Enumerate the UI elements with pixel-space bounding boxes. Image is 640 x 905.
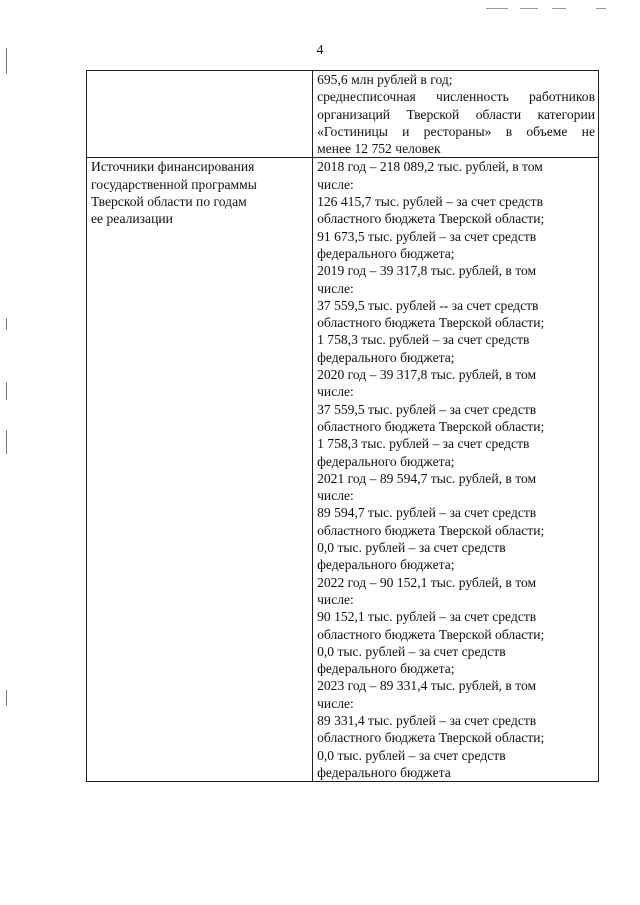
text-line: «Гостиницы и рестораны» в объеме не (317, 123, 595, 139)
financing-line: 0,0 тыс. рублей – за счет средств (317, 643, 506, 659)
scan-artifact-margin (6, 382, 7, 400)
financing-line: 126 415,7 тыс. рублей – за счет средств (317, 194, 544, 210)
text-line: среднесписочная численность работников (317, 89, 595, 105)
row1-label-cell (87, 71, 313, 158)
financing-line: областного бюджета Тверской области; (317, 730, 545, 746)
financing-line: числе: (317, 176, 354, 192)
scan-artifact-margin (6, 430, 7, 454)
financing-line: областного бюджета Тверской области; (317, 626, 545, 642)
financing-value-cell (313, 158, 599, 782)
financing-line: 37 559,5 тыс. рублей – за счет средств (317, 401, 537, 417)
text-line: 695,6 млн рублей в год; (317, 72, 453, 87)
financing-line: 2020 год – 39 317,8 тыс. рублей, в том (317, 367, 537, 383)
financing-line: 37 559,5 тыс. рублей -- за счет средств (317, 297, 539, 313)
label-line: ее реализации (91, 211, 173, 227)
scan-artifact-top (552, 8, 566, 9)
financing-line: 0,0 тыс. рублей – за счет средств (317, 747, 506, 763)
financing-line: 2021 год – 89 594,7 тыс. рублей, в том (317, 470, 537, 486)
financing-line: областного бюджета Тверской области; (317, 315, 545, 331)
financing-line: числе: (317, 280, 354, 296)
text-line: менее 12 752 человек (317, 141, 441, 157)
scan-artifact-top (596, 8, 606, 9)
financing-line: федерального бюджета; (317, 349, 455, 365)
financing-line: 90 152,1 тыс. рублей – за счет средств (317, 609, 537, 625)
financing-line: числе: (317, 384, 354, 400)
financing-line: областного бюджета Тверской области; (317, 522, 545, 538)
row1-value-cell (313, 71, 599, 158)
financing-line: числе: (317, 488, 354, 504)
financing-line: 2022 год – 90 152,1 тыс. рублей, в том (317, 574, 537, 590)
page-number: 4 (316, 43, 324, 58)
scan-artifact-top (520, 8, 538, 9)
financing-line: 1 758,3 тыс. рублей – за счет средств (317, 332, 530, 348)
table-row (87, 158, 599, 782)
financing-line: 1 758,3 тыс. рублей – за счет средств (317, 436, 530, 452)
financing-line: областного бюджета Тверской области; (317, 211, 545, 227)
text-line: организаций Тверской области категории (317, 106, 595, 122)
financing-line: 89 331,4 тыс. рублей – за счет средств (317, 712, 537, 728)
financing-line: числе: (317, 591, 354, 607)
scan-artifact-margin (6, 690, 7, 706)
financing-line: федерального бюджета; (317, 453, 455, 469)
scan-artifact-top (486, 8, 508, 9)
financing-line: областного бюджета Тверской области; (317, 418, 545, 434)
label-line: Источники финансирования (91, 159, 255, 175)
financing-label-cell (87, 158, 313, 782)
financing-line: числе: (317, 695, 354, 711)
financing-line: федерального бюджета; (317, 661, 455, 677)
program-passport-table (86, 70, 599, 782)
financing-line: 91 673,5 тыс. рублей – за счет средств (317, 228, 537, 244)
label-line: государственной программы (91, 176, 257, 192)
financing-line: 2018 год – 218 089,2 тыс. рублей, в том (317, 159, 543, 175)
financing-line: федерального бюджета; (317, 557, 455, 573)
scan-artifact-margin (6, 318, 7, 330)
financing-line: 2019 год – 39 317,8 тыс. рублей, в том (317, 263, 537, 279)
financing-line: 2023 год – 89 331,4 тыс. рублей, в том (317, 678, 537, 694)
financing-line: 0,0 тыс. рублей – за счет средств (317, 540, 506, 556)
table-row (87, 71, 599, 158)
label-line: Тверской области по годам (91, 194, 247, 210)
financing-line: федерального бюджета (317, 764, 451, 780)
financing-line: 89 594,7 тыс. рублей – за счет средств (317, 505, 537, 521)
financing-line: федерального бюджета; (317, 245, 455, 261)
